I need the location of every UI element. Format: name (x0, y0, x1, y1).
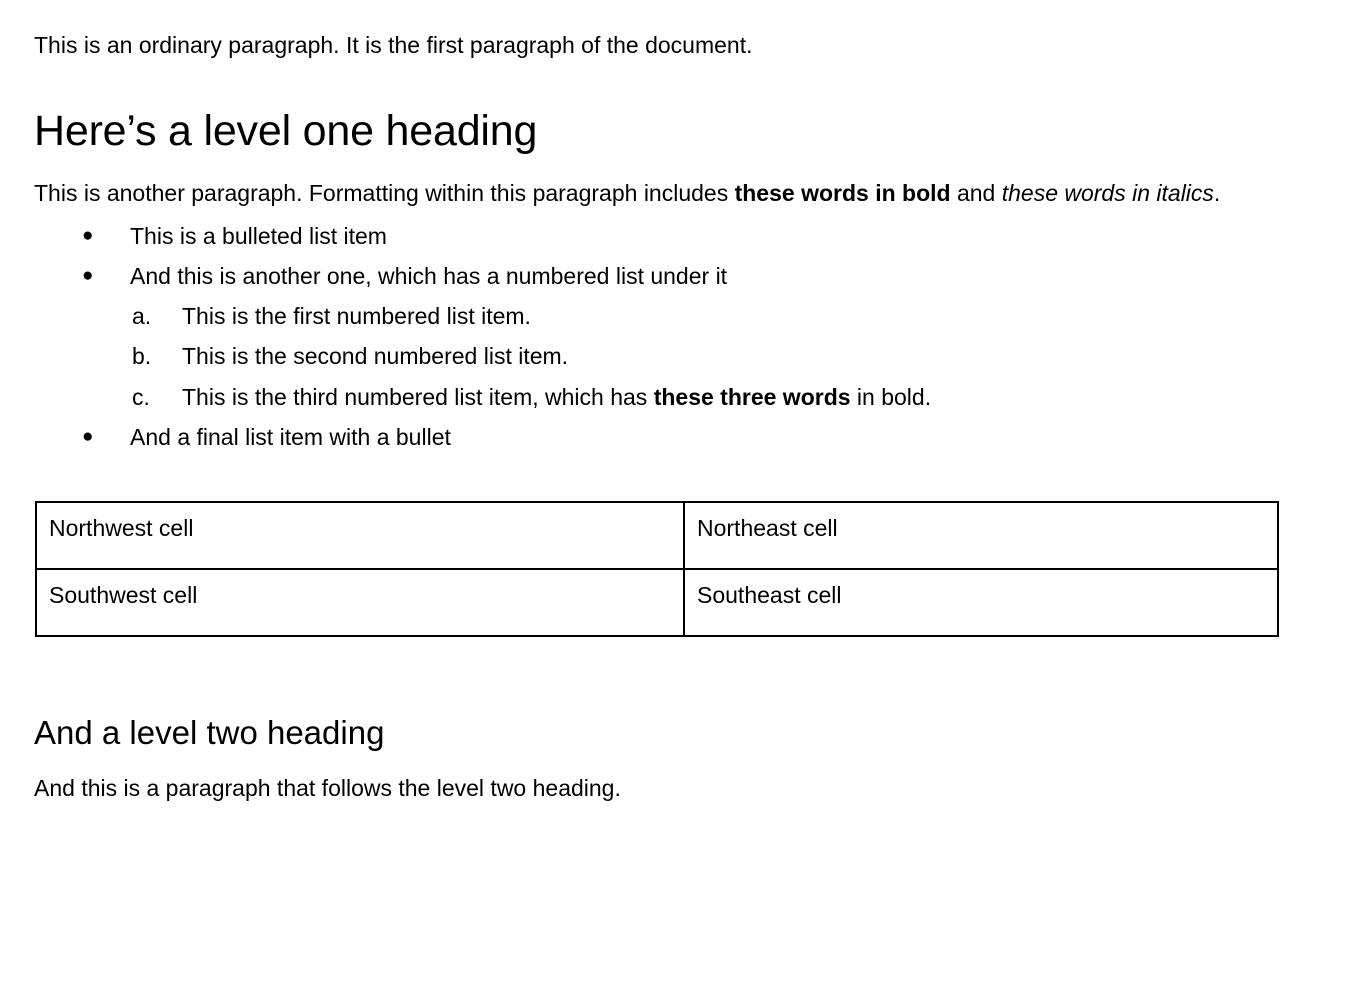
table-row (36, 502, 1278, 569)
table-row (36, 569, 1278, 636)
first-paragraph: This is an ordinary paragraph. It is the first paragraph of the document. (34, 32, 753, 58)
list-item (132, 296, 1326, 336)
list-item-label: This is a bulleted list item (130, 222, 387, 249)
heading-level-one: Here’s a level one heading (34, 107, 538, 156)
list-item-label: This is the first numbered list item. (182, 303, 531, 330)
table-cell: Northeast cell (684, 502, 1278, 569)
bulleted-list-continued (34, 417, 1326, 457)
list-item-label: And this is another one, which has a numbered list under it (130, 262, 728, 289)
second-paragraph-text-part-3: . (1213, 180, 1221, 207)
list-marker: b. (132, 343, 152, 370)
bullet-icon: ● (82, 264, 94, 286)
table-cell: Northwest cell (36, 502, 684, 569)
list-item-label: And a final list item with a bullet (130, 423, 451, 450)
list-item-bold-run: these three words (653, 383, 851, 410)
list-item (132, 336, 1326, 376)
list-item-label: This is the second numbered list item. (182, 343, 569, 370)
list-item (132, 377, 1326, 417)
content-table (35, 501, 1279, 637)
second-paragraph-text-part-1: This is another paragraph. Formatting within this paragraph includes (34, 180, 735, 207)
second-paragraph-italic-run: these words in italics (1001, 180, 1214, 207)
list-item (82, 256, 1326, 296)
table-cell: Southwest cell (36, 569, 684, 636)
list-item-label (182, 384, 931, 410)
second-paragraph (34, 178, 1274, 209)
list-marker: c. (132, 383, 150, 410)
bullet-icon: ● (82, 224, 94, 246)
bulleted-list (34, 216, 1326, 297)
list-marker: a. (132, 303, 152, 330)
table-cell: Southeast cell (684, 569, 1278, 636)
list-item-text-part-2: in bold. (850, 383, 932, 410)
list-item (82, 216, 1326, 256)
closing-paragraph: And this is a paragraph that follows the level two heading. (34, 774, 621, 801)
bullet-icon: ● (82, 425, 94, 447)
list-item-text-part-1: This is the third numbered list item, which has (182, 383, 654, 410)
second-paragraph-bold-run: these words in bold (734, 180, 951, 207)
list-item (82, 417, 1326, 457)
numbered-list (34, 296, 1326, 417)
second-paragraph-text-part-2: and (950, 180, 1002, 207)
heading-level-two: And a level two heading (34, 714, 385, 752)
